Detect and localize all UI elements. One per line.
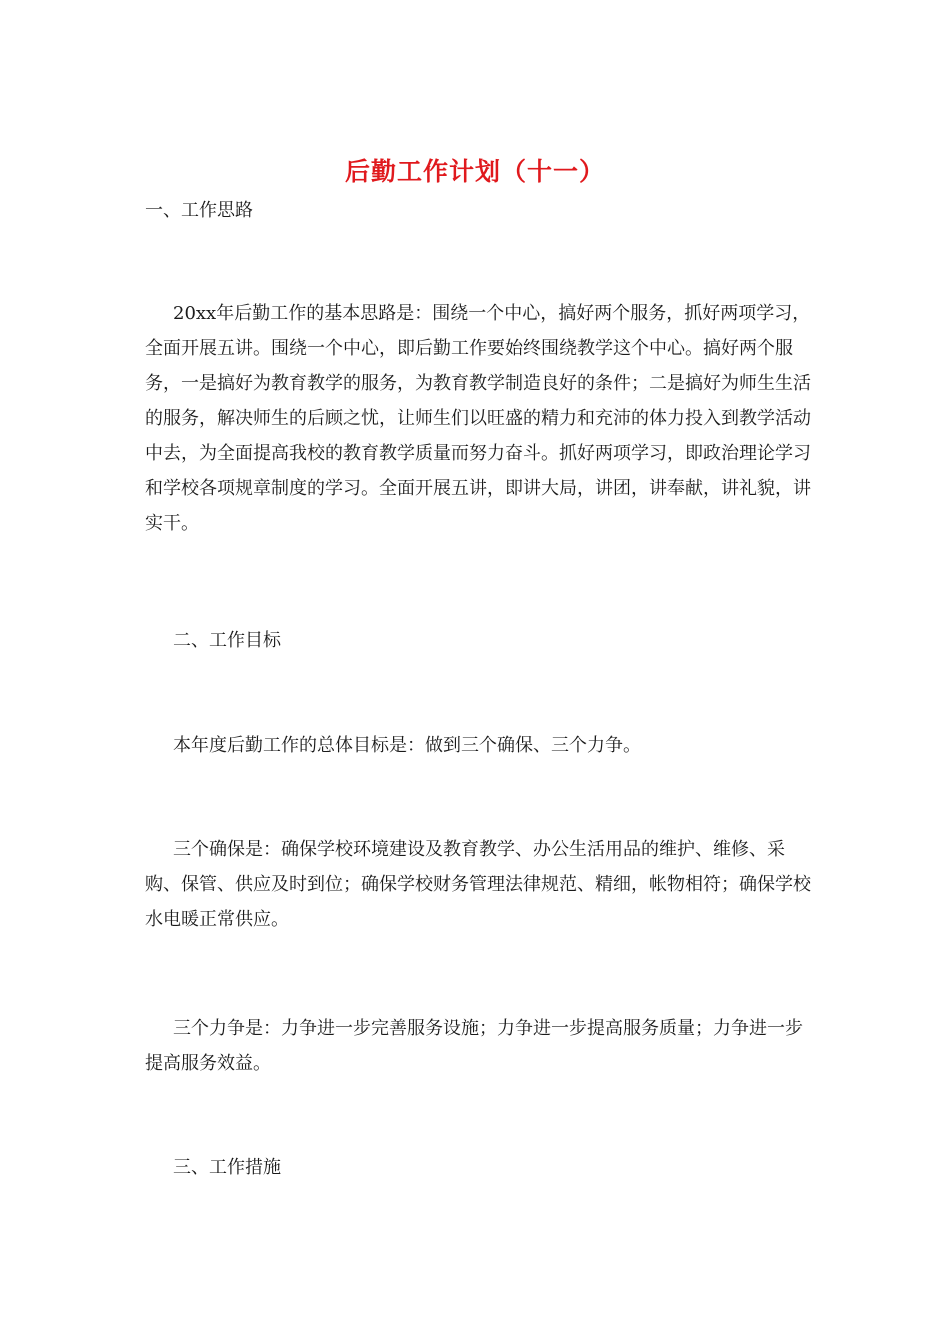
section-heading-work-ideas: 一、工作思路 [145,200,253,221]
paragraph-three-strivings: 三个力争是：力争进一步完善服务设施；力争进一步提高服务质量；力争进一步提高服务效益。 [145,1018,803,1074]
section-heading-work-goals: 二、工作目标 [173,630,281,651]
document-title: 后勤工作计划（十一） [344,157,605,186]
section-heading-work-measures: 三、工作措施 [173,1157,281,1178]
paragraph-three-guarantees: 三个确保是：确保学校环境建设及教育教学、办公生活用品的维护、维修、采购、保管、供应及时到位；确保学校财务管理法律规范、精细，帐物相符；确保学校水电暖正常供应。 [145,839,811,930]
paragraph-work-ideas: 20xx年后勤工作的基本思路是：围绕一个中心，搞好两个服务，抓好两项学习，全面开展五讲。围绕一个中心，即后勤工作要始终围绕教学这个中心。搞好两个服务，一是搞好为教育教学的服务，为教育教学制造良好的条件；二是搞好为师生生活的服务，解决师生的后顾之忧，让师生们以旺盛的精力和充沛的体力投入到教学活动中去，为全面提高我校的教育教学质量而努力奋斗。抓好两项学习，即政治理论学习和学校各项规章制度的学习。全面开展五讲，即讲大局，讲团，讲奉献，讲礼貌，讲实干。 [145,303,811,534]
paragraph-overall-goal: 本年度后勤工作的总体目标是：做到三个确保、三个力争。 [173,735,641,756]
